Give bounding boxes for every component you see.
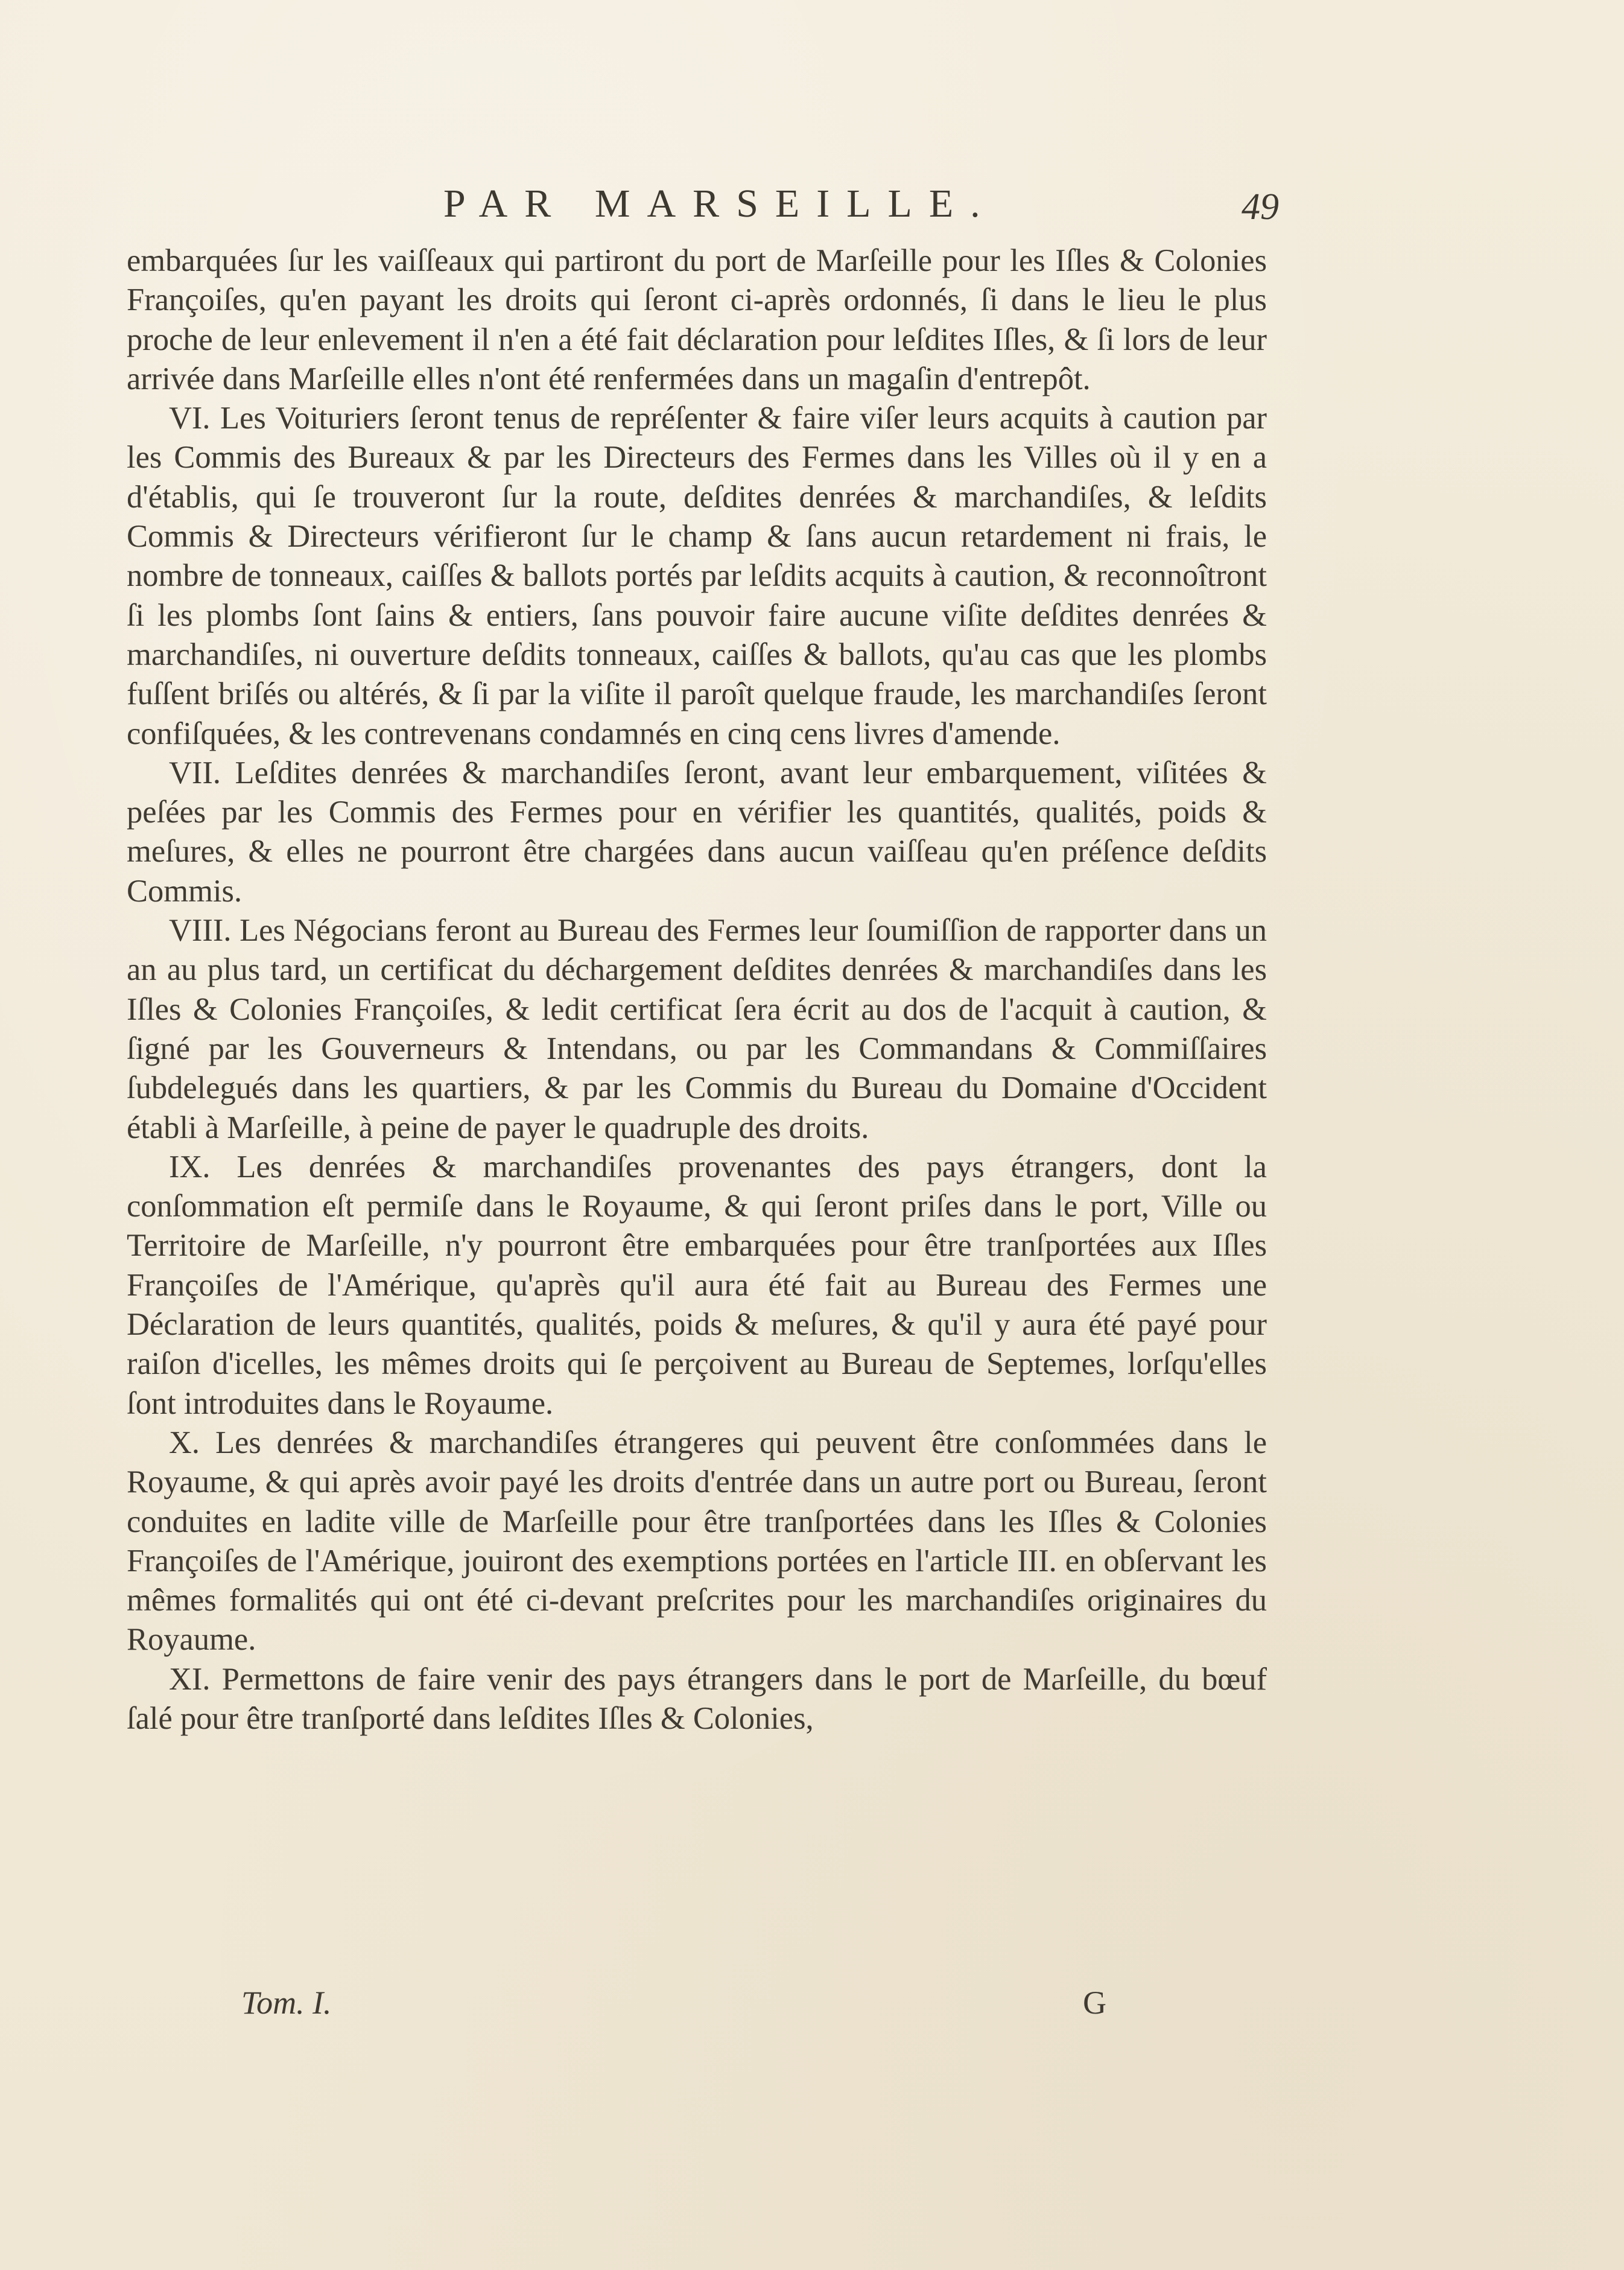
paragraph-continuation: embarquées ſur les vaiſſeaux qui partiront du port de Marſeille pour les Iſles & Colonies Françoiſes, qu'en payant les droits qui ſeront ci-après ordonnés, ſi dans le lieu le plus proche de leur enlevement il n'en a été fait déclaration pour leſdites Iſles, & ſi lors de leur arrivée dans Marſeille elles n'ont été renfermées dans un magaſin d'entrepôt. — [127, 243, 1267, 396]
running-head: PAR MARSEILLE. — [443, 182, 997, 226]
paragraph-article-xi: XI. Permettons de faire venir des pays étrangers dans le port de Marſeille, du bœuf ſalé pour être tranſporté dans leſdites Iſles & Colonies, — [127, 1661, 1267, 1736]
page-footer — [241, 1984, 1146, 2032]
page-header — [241, 181, 1279, 235]
page-number: 49 — [1242, 186, 1279, 227]
paragraph-article-ix: IX. Les denrées & marchandiſes provenantes des pays étrangers, dont la conſommation eſt permiſe dans le Royaume, & qui ſeront priſes dans le port, Ville ou Territoire de Marſeille, n'y pourront être embarquées pour être tranſportées aux Iſles Françoiſes de l'Amérique, qu'après qu'il aura été fait au Bureau des Fermes une Déclaration de leurs quantités, qualités, poids & meſures, & qu'il y aura été payé pour raiſon d'icelles, les mêmes droits qui ſe perçoivent au Bureau de Septemes, lorſqu'elles ſont introduites dans le Royaume. — [127, 1149, 1267, 1421]
volume-label: Tom. I. — [241, 1985, 332, 2021]
paragraph-article-viii: VIII. Les Négocians feront au Bureau des Fermes leur ſoumiſſion de rapporter dans un an au plus tard, un certificat du déchargement deſdites denrées & marchandiſes dans les Iſles & Colonies Françoiſes, & ledit certificat ſera écrit au dos de l'acquit à caution, & ſigné par les Gouverneurs & Intendans, ou par les Commandans & Commiſſaires ſubdelegués dans les quartiers, & par les Commis du Bureau du Domaine d'Occident établi à Marſeille, à peine de payer le quadruple des droits. — [127, 913, 1267, 1145]
paragraph-article-vii: VII. Leſdites denrées & marchandiſes ſeront, avant leur embarquement, viſitées & peſées par les Commis des Fermes pour en vérifier les quantités, qualités, poids & meſures, & elles ne pourront être chargées dans aucun vaiſſeau qu'en préſence deſdits Commis. — [127, 755, 1267, 909]
body-text — [127, 241, 1267, 1738]
paragraph-article-x: X. Les denrées & marchandiſes étrangeres qui peuvent être conſommées dans le Royaume, & qui après avoir payé les droits d'entrée dans un autre port ou Bureau, ſeront conduites en ladite ville de Marſeille pour être tranſportées dans les Iſles & Colonies Françoiſes de l'Amérique, jouiront des exemptions portées en l'article III. en obſervant les mêmes formalités qui ont été ci-devant preſcrites pour les marchandiſes originaires du Royaume. — [127, 1425, 1267, 1658]
signature-mark: G — [1083, 1985, 1106, 2021]
paragraph-article-vi: VI. Les Voituriers ſeront tenus de repréſenter & faire viſer leurs acquits à caution par les Commis des Bureaux & par les Directeurs des Fermes dans les Villes où il y en a d'établis, qui ſe trouveront ſur la route, deſdites denrées & marchandiſes, & leſdits Commis & Directeurs vérifieront ſur le champ & ſans aucun retardement ni frais, le nombre de tonneaux, caiſſes & ballots portés par leſdits acquits à caution, & reconnoîtront ſi les plombs ſont ſains & entiers, ſans pouvoir faire aucune viſite deſdites denrées & marchandiſes, ni ouverture deſdits tonneaux, caiſſes & ballots, qu'au cas que les plombs fuſſent briſés ou altérés, & ſi par la viſite il paroît quelque fraude, les marchandiſes ſeront confiſquées, & les contrevenans condamnés en cinq cens livres d'amende. — [127, 401, 1267, 751]
